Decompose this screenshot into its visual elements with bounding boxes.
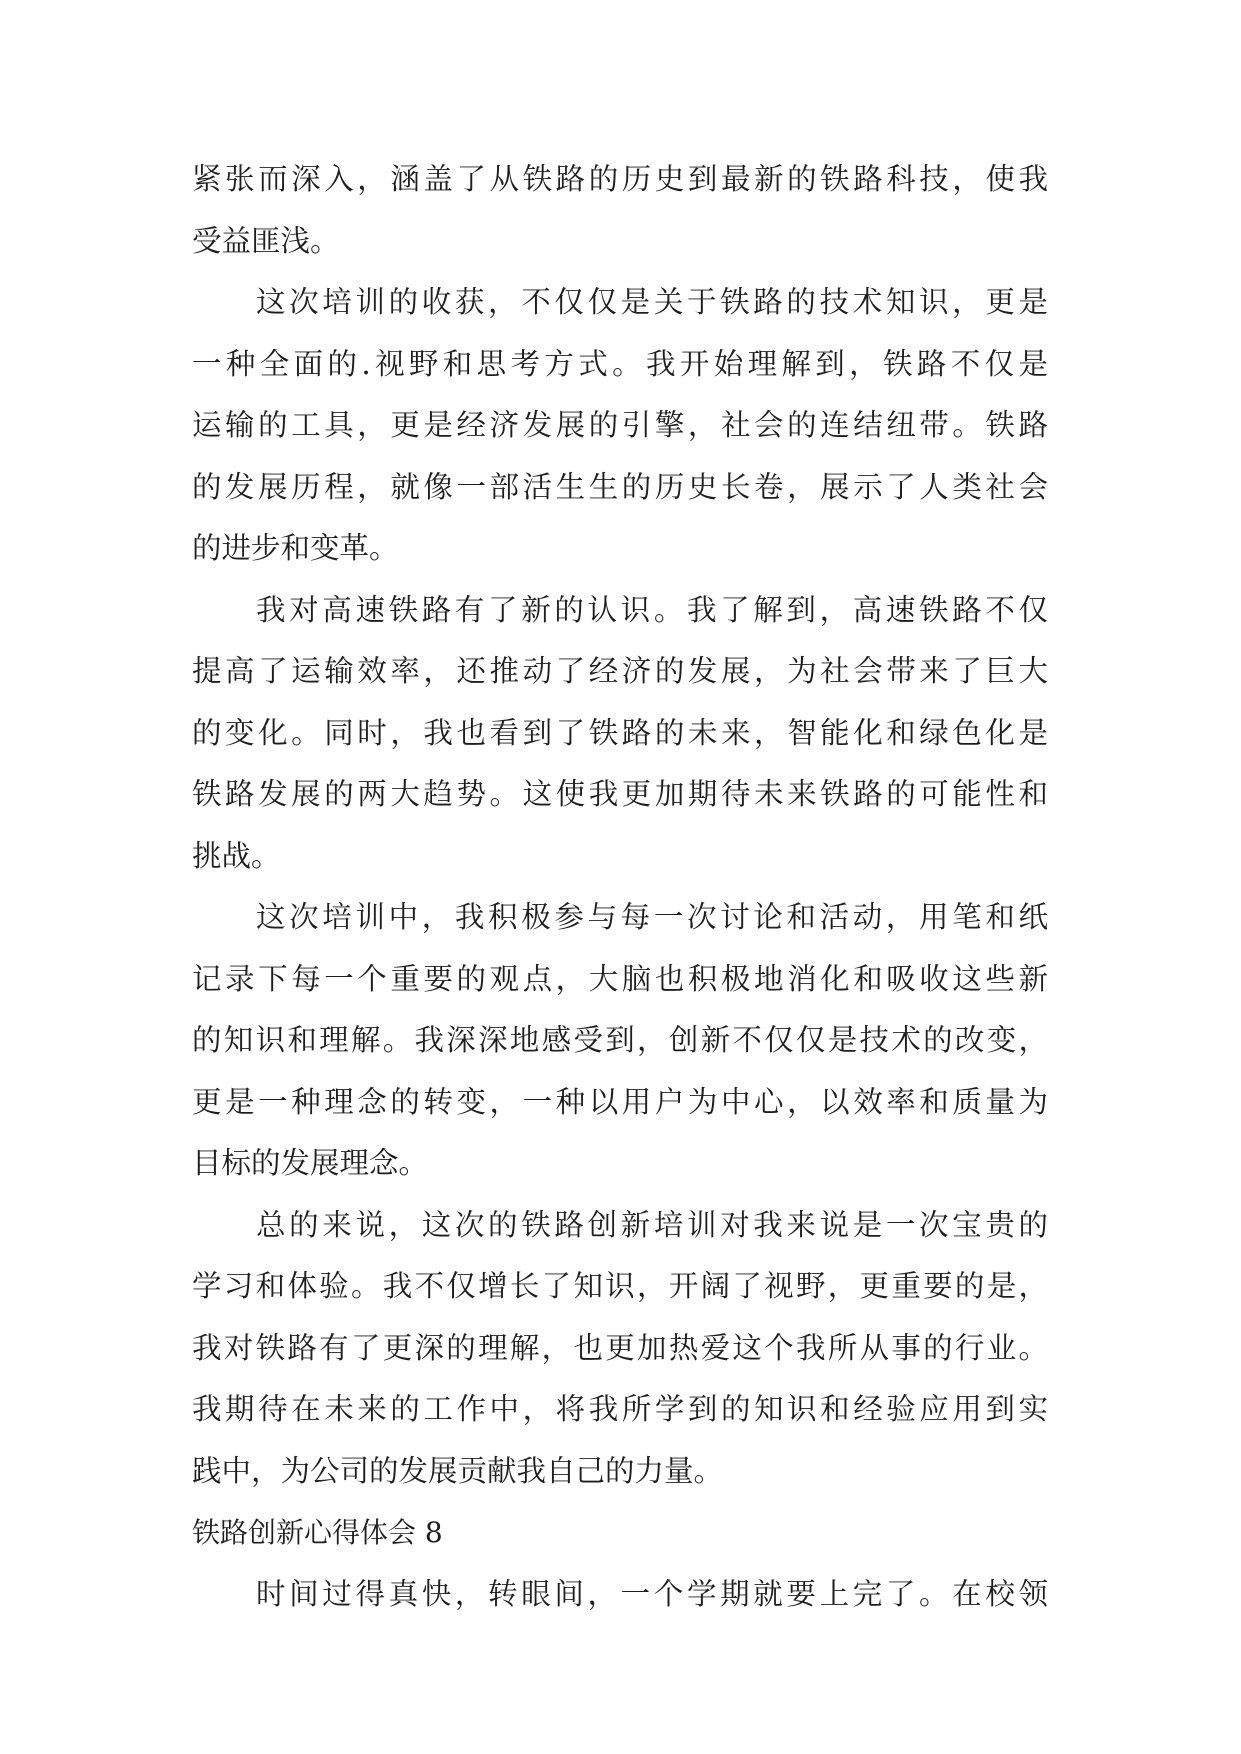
text-line: 一种全面的.视野和思考方式。我开始理解到，铁路不仅是: [192, 346, 1048, 381]
paragraph-start-line: 这次培训中，我积极参与每一次讨论和活动，用笔和纸: [256, 900, 1048, 934]
text-line: 铁路发展的两大趋势。这使我更加期待未来铁路的可能性和: [192, 777, 1048, 811]
paragraph-start-line: 这次培训的收获，不仅仅是关于铁路的技术知识，更是: [256, 285, 1048, 319]
paragraph-start-line: 时间过得真快，转眼间，一个学期就要上完了。在校领: [256, 1576, 1048, 1611]
paragraph-start-line: 总的来说，这次的铁路创新培训对我来说是一次宝贵的: [256, 1207, 1048, 1242]
text-line: 的发展历程，就像一部活生生的历史长卷，展示了人类社会: [192, 469, 1048, 504]
text-line: 我期待在未来的工作中，将我所学到的知识和经验应用到实: [192, 1392, 1048, 1426]
text-line: 践中，为公司的发展贡献我自己的力量。: [192, 1453, 724, 1488]
text-line: 记录下每一个重要的观点，大脑也积极地消化和吸收这些新: [192, 961, 1048, 996]
document-page: [192, 149, 1048, 1625]
text-line: 学习和体验。我不仅增长了知识，开阔了视野，更重要的是，: [192, 1269, 1048, 1303]
text-line: 紧张而深入，涵盖了从铁路的历史到最新的铁路科技，使我: [192, 162, 1048, 196]
section-heading: 铁路创新心得体会 8: [192, 1516, 443, 1549]
text-line: 的进步和变革。: [192, 531, 399, 565]
text-line: 更是一种理念的转变，一种以用户为中心，以效率和质量为: [192, 1084, 1048, 1119]
text-line: 挑战。: [192, 838, 281, 873]
text-line: 目标的发展理念。: [192, 1146, 429, 1180]
text-line: 我对铁路有了更深的理解，也更加热爱这个我所从事的行业。: [192, 1330, 1048, 1365]
paragraph-start-line: 我对高速铁路有了新的认识。我了解到，高速铁路不仅: [256, 592, 1048, 627]
text-line: 提高了运输效率，还推动了经济的发展，为社会带来了巨大: [192, 654, 1048, 688]
text-line: 运输的工具，更是经济发展的引擎，社会的连结纽带。铁路: [192, 408, 1048, 442]
text-line: 的变化。同时，我也看到了铁路的未来，智能化和绿色化是: [192, 715, 1048, 750]
text-line: 的知识和理解。我深深地感受到，创新不仅仅是技术的改变，: [192, 1023, 1048, 1057]
text-line: 受益匪浅。: [192, 223, 340, 258]
